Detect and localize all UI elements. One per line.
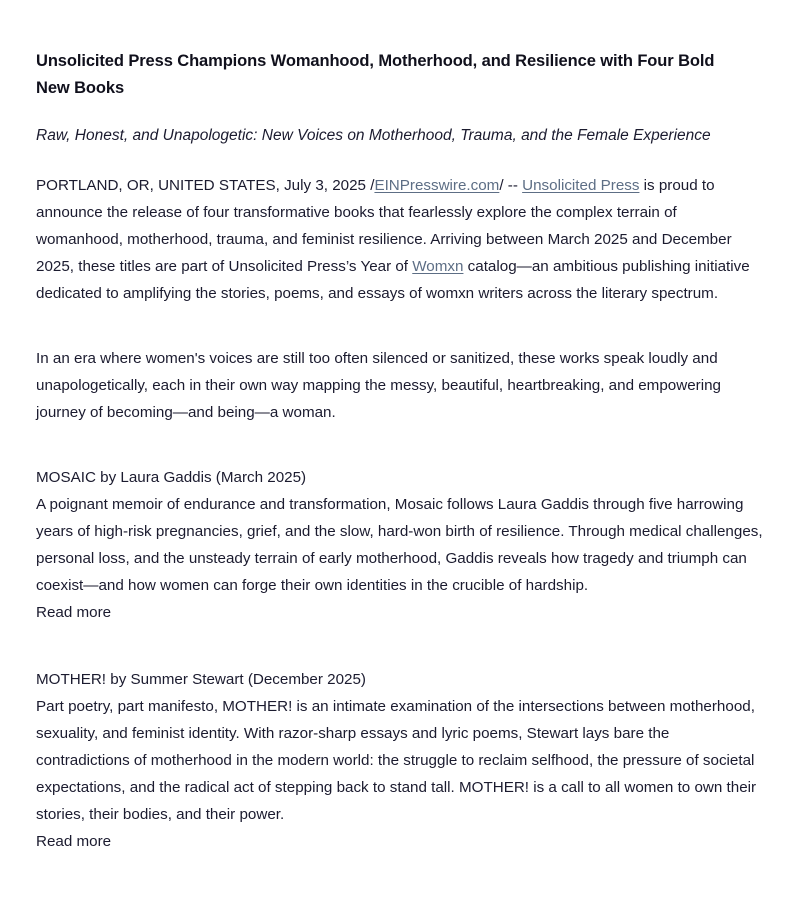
dateline-prefix: PORTLAND, OR, UNITED STATES, July 3, 2025 / <box>36 176 375 194</box>
read-more-link-mother[interactable]: Read more <box>36 833 112 851</box>
book-title-mosaic: MOSAIC by Laura Gaddis (March 2025) <box>36 468 307 486</box>
book-description-mother: Part poetry, part manifesto, MOTHER! is an intimate examination of the intersections between motherhood, sexuality, and feminist identity. With razor-sharp essays and lyric poems, Stewart lays bare the contradictions of motherhood in the modern world: the struggle to reclaim selfhood, the pressure of societal expectations, and the radical act of stepping back to stand tall. MOTHER! is a call to all women to own their stories, their bodies, and their power. <box>36 698 757 824</box>
unsolicited-press-link[interactable]: Unsolicited Press <box>522 176 640 194</box>
book-description-mosaic: A poignant memoir of endurance and transformation, Mosaic follows Laura Gaddis through five harrowing years of high-risk pregnancies, grief, and the slow, hard-won birth of resilience. Through medical challenges, personal loss, and the unsteady terrain of early motherhood, Gaddis reveals how tragedy and triumph can coexist—and how women can forge their own identities in the crucible of hardship. <box>36 495 763 595</box>
einpresswire-link[interactable]: EINPresswire.com <box>374 176 500 194</box>
book-title-mother: MOTHER! by Summer Stewart (December 2025) <box>36 671 366 689</box>
book-entry-mother <box>36 666 764 855</box>
dateline-body-text: is proud to announce the release of four transformative books that fearlessly explore the complex terrain of womanhood, motherhood, trauma, and feminist resilience. Arriving between March 2025 and December 2025, these titles are part of Unsolicited Press’s Year of <box>36 176 732 275</box>
dateline-tail-text: catalog—an ambitious publishing initiative dedicated to amplifying the stories, poems, and essays of womxn writers across the literary spectrum. <box>36 257 750 302</box>
intro-paragraph: In an era where women's voices are still too often silenced or sanitized, these works speak loudly and unapologetically, each in their own way mapping the messy, beautiful, heartbreaking, and empowering journey of becoming—and being—a woman. <box>36 349 721 421</box>
section-spacer-one <box>36 448 764 464</box>
dateline-separator: / -- <box>499 176 523 194</box>
dateline-paragraph <box>36 172 764 307</box>
section-spacer-two <box>36 648 764 666</box>
paragraph-spacer <box>36 329 764 345</box>
page-title: Unsolicited Press Champions Womanhood, Motherhood, and Resilience with Four Bold New Books <box>36 52 715 97</box>
book-entry-mosaic <box>36 464 764 626</box>
womxn-catalog-link[interactable]: Womxn <box>412 257 464 275</box>
read-more-link-mosaic[interactable]: Read more <box>36 604 112 622</box>
article-subheading: Raw, Honest, and Unapologetic: New Voices on Motherhood, Trauma, and the Female Experience <box>36 127 711 145</box>
